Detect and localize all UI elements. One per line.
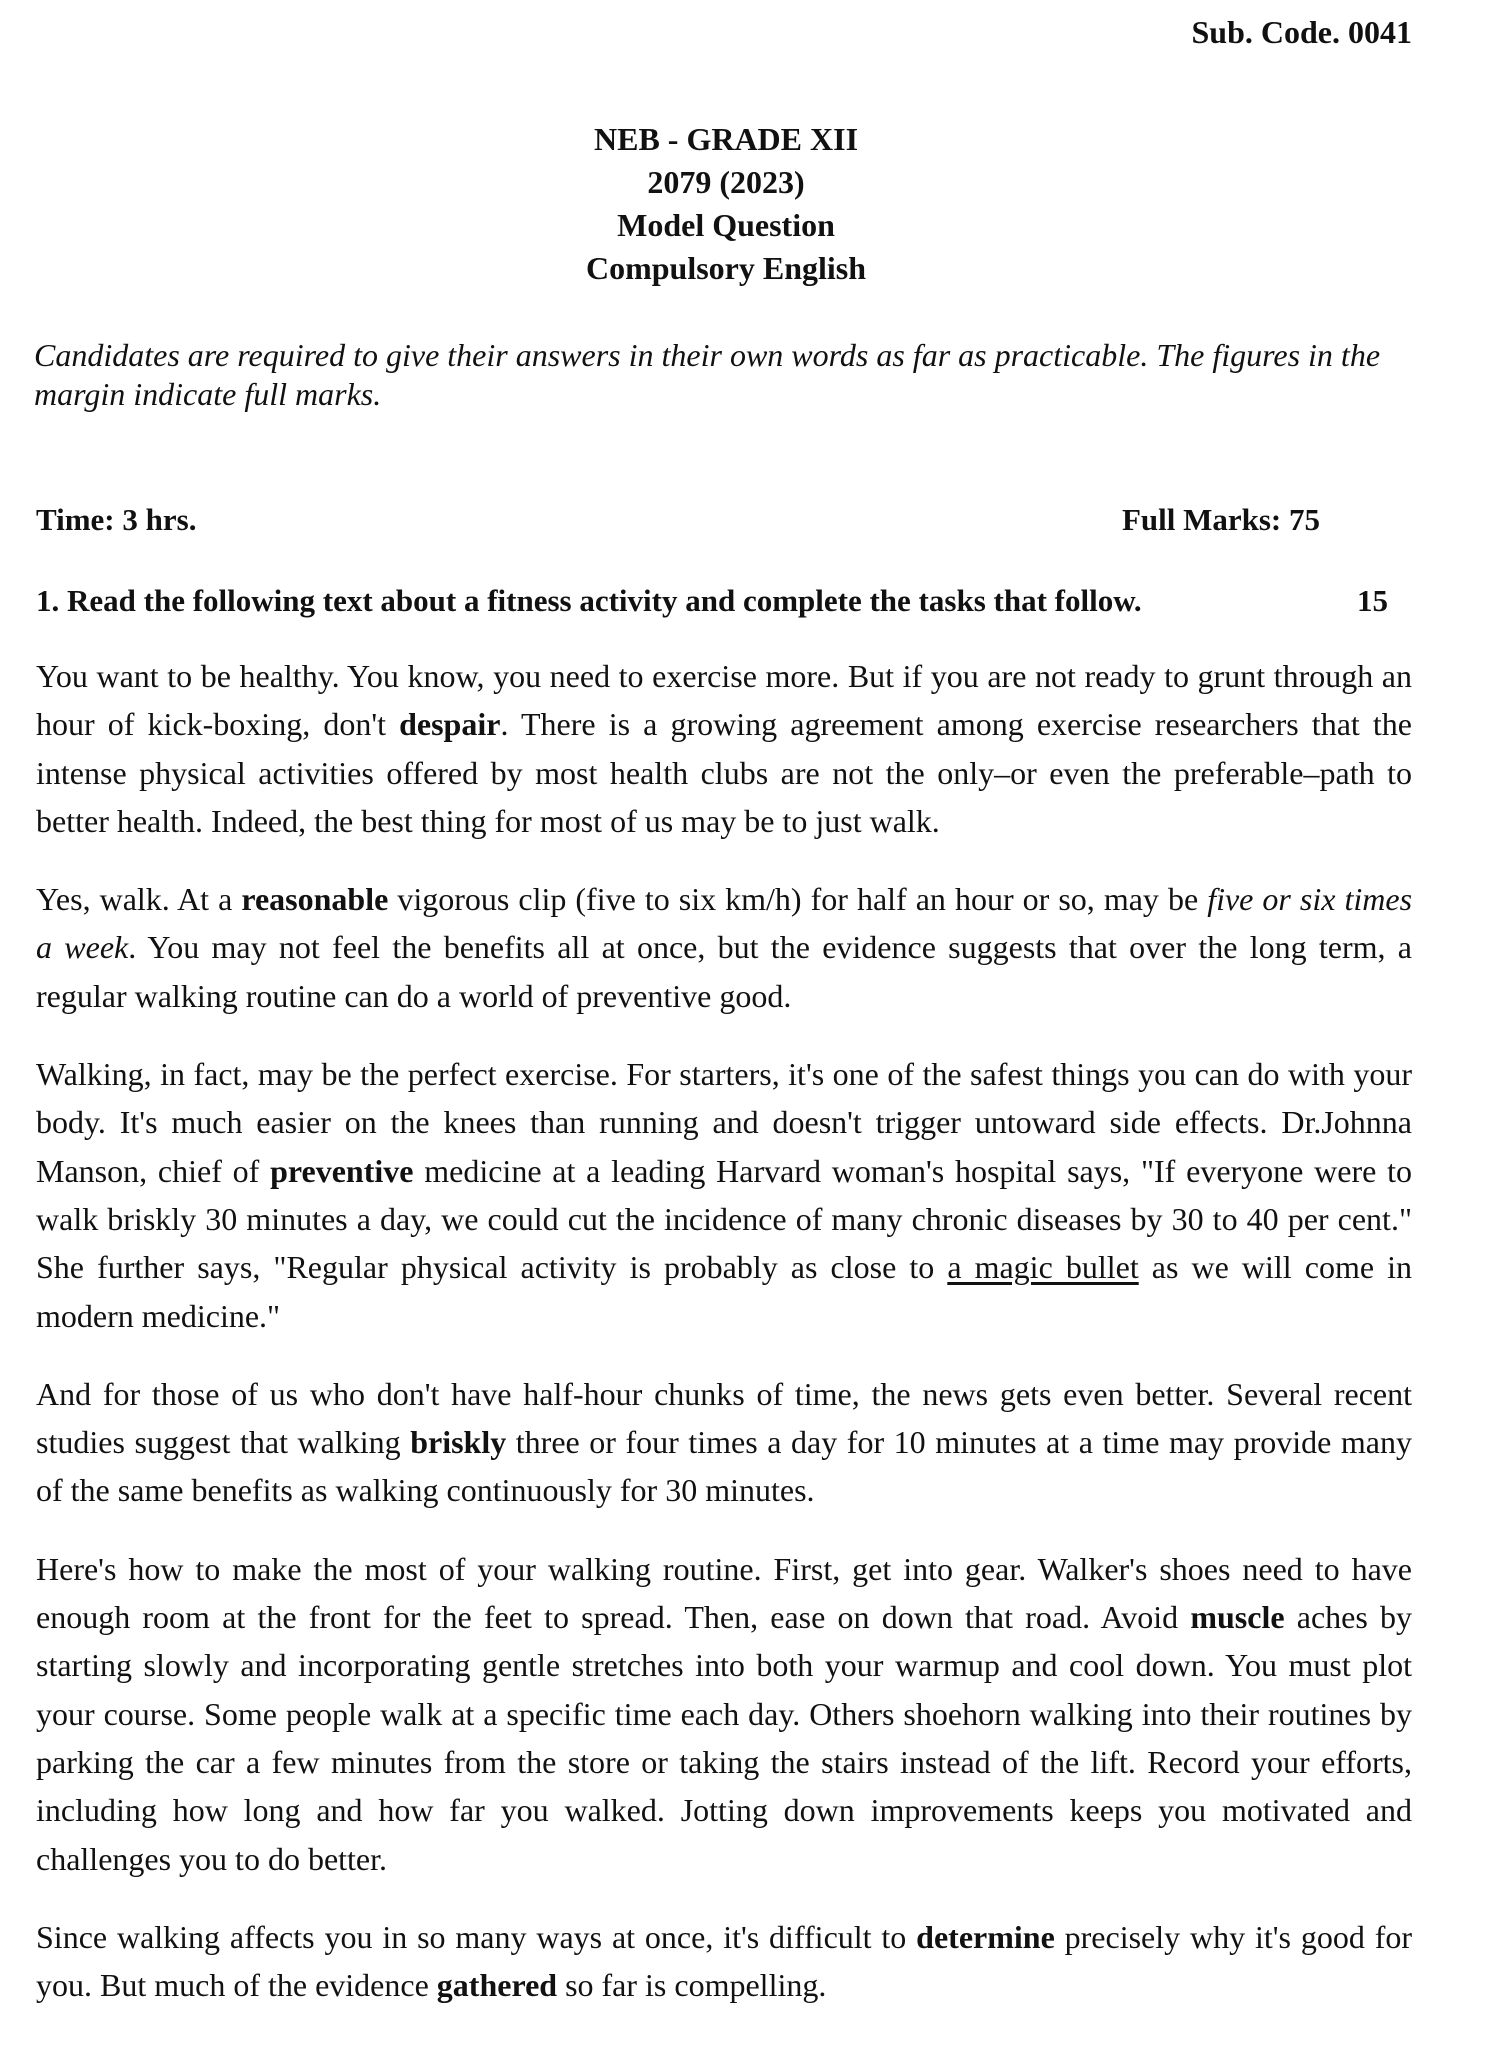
text-run: as we will come in modern medicine." bbox=[36, 1249, 1413, 1334]
bold-vocabulary-word: briskly bbox=[410, 1424, 507, 1461]
passage-paragraph bbox=[36, 1370, 1412, 1515]
exam-title-block bbox=[0, 118, 1452, 290]
full-marks: Full Marks: 75 bbox=[1121, 502, 1320, 537]
bold-vocabulary-word: despair bbox=[399, 706, 501, 743]
question-marks: 15 bbox=[1357, 583, 1388, 618]
text-run: Yes, walk. At a bbox=[36, 881, 242, 918]
bold-vocabulary-word: reasonable bbox=[241, 881, 389, 918]
candidate-instructions: Candidates are required to give their answers in their own words as far as practicable. The figures in the margin indicate full marks. bbox=[34, 337, 1381, 412]
text-run: aches by starting slowly and incorporating gentle stretches into both your warmup and cool down. You must plot your course. Some people walk at a specific time each day. Others shoehorn walking into their routines by parking the car a few minutes from the store or taking the stairs instead of the lift. Record your efforts, including how long and how far you walked. Jotting down improvements keeps you motivated and challenges you to do better. bbox=[36, 1599, 1413, 1877]
text-run: Since walking affects you in so many ways at once, it's difficult to bbox=[36, 1918, 917, 1955]
underlined-phrase: a magic bullet bbox=[947, 1249, 1139, 1286]
italic-phrase: five or six times a week bbox=[36, 881, 1413, 966]
question-text: 1. Read the following text about a fitness activity and complete the tasks that follow. bbox=[36, 583, 1142, 618]
bold-vocabulary-word: determine bbox=[916, 1918, 1055, 1955]
passage-paragraph bbox=[36, 1913, 1412, 2010]
exam-meta-row bbox=[36, 500, 1320, 540]
board-grade-title: NEB - GRADE XII bbox=[593, 121, 859, 157]
passage-paragraph bbox=[36, 875, 1412, 1020]
text-run: And for those of us who don't have half-hour chunks of time, the news gets even better. Several recent studies suggest that walking bbox=[36, 1375, 1412, 1461]
text-run: Here's how to make the most of your walking routine. First, get into gear. Walker's shoes need to have enough room at the front for the feet to spread. Then, ease on down that road. Avoid bbox=[36, 1550, 1412, 1636]
text-run: vigorous clip (five to six km/h) for half an hour or so, may be bbox=[388, 881, 1208, 918]
text-run: . You may not feel the benefits all at once, but the evidence suggests that over the long term, a regular walking routine can do a world of preventive good. bbox=[36, 929, 1413, 1014]
bold-vocabulary-word: muscle bbox=[1190, 1599, 1285, 1636]
passage-paragraph bbox=[36, 652, 1412, 845]
subject-name: Compulsory English bbox=[585, 250, 867, 286]
text-run: . There is a growing agreement among exercise researchers that the intense physical activities offered by most health clubs are not the only–or even the preferable–path to better health. Indeed, the best thing for most of us may be to just walk. bbox=[36, 706, 1413, 839]
text-run: medicine at a leading Harvard woman's hospital says, "If everyone were to walk briskly 30 minutes a day, we could cut the incidence of many chronic diseases by 30 to 40 per cent." She further says, "Regular physical activity is probably as close to bbox=[36, 1152, 1413, 1286]
time-allowed: Time: 3 hrs. bbox=[36, 502, 197, 537]
bold-vocabulary-word: preventive bbox=[270, 1152, 414, 1189]
exam-year: 2079 (2023) bbox=[647, 164, 805, 200]
text-run: so far is compelling. bbox=[557, 1967, 827, 2004]
question-1-heading bbox=[36, 581, 1388, 621]
exam-type: Model Question bbox=[617, 207, 835, 243]
passage-paragraph bbox=[36, 1545, 1412, 1883]
text-run: precisely why it's good for you. But much of the evidence bbox=[36, 1918, 1413, 2004]
bold-vocabulary-word: gathered bbox=[436, 1967, 558, 2004]
text-run: three or four times a day for 10 minutes at a time may provide many of the same benefits as walking continuously for 30 minutes. bbox=[36, 1424, 1413, 1509]
text-run: You want to be healthy. You know, you need to exercise more. But if you are not ready to grunt through an hour of kick-boxing, don't bbox=[36, 658, 1412, 743]
text-run: Walking, in fact, may be the perfect exercise. For starters, it's one of the safest things you can do with your body. It's much easier on the knees than running and doesn't trigger untoward side effects. Dr.Johnna Manson, chief of bbox=[36, 1056, 1412, 1189]
passage-paragraph bbox=[36, 1050, 1412, 1340]
subject-code: Sub. Code. 0041 bbox=[1191, 14, 1412, 50]
reading-passage bbox=[36, 652, 1412, 2039]
